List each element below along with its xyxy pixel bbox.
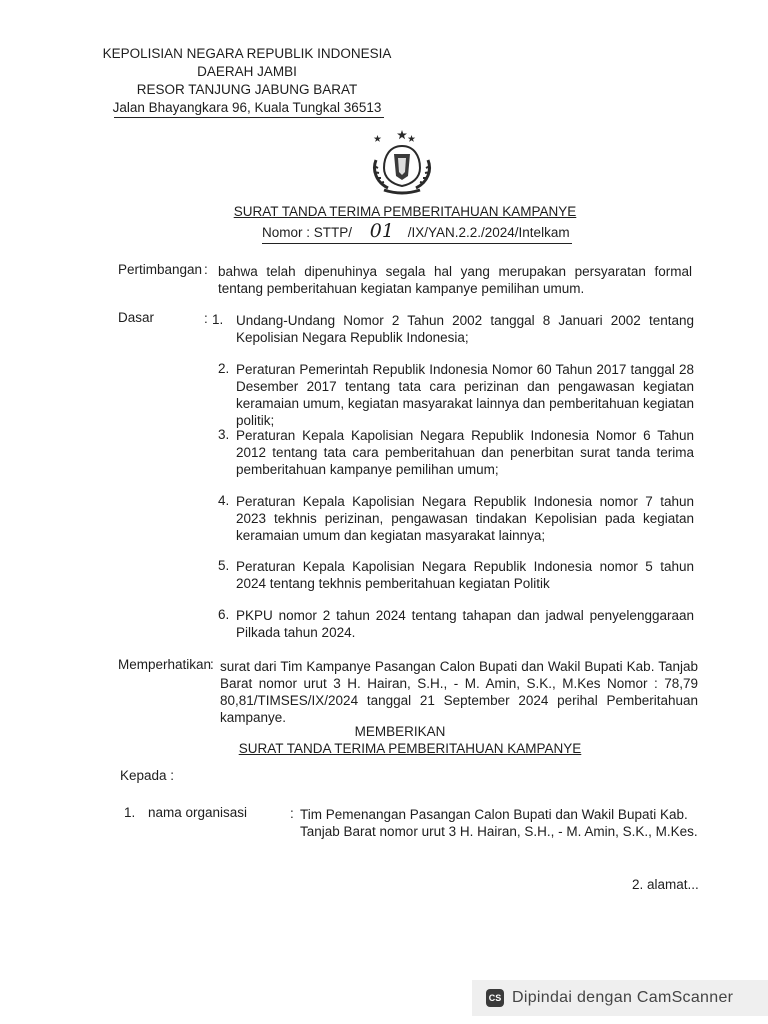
dasar-item-3-num: 3.: [218, 427, 230, 442]
camscanner-logo-icon: CS: [486, 989, 504, 1007]
memperhatikan-label: Memperhatikan: [118, 657, 212, 672]
pertimbangan-label: Pertimbangan: [118, 262, 203, 277]
memberikan-heading: MEMBERIKAN: [354, 724, 446, 739]
header-underline: [114, 117, 384, 118]
header-line-4: Jalan Bhayangkara 96, Kuala Tungkal 36513: [112, 100, 382, 115]
header-line-1: KEPOLISIAN NEGARA REPUBLIK INDONESIA: [102, 46, 392, 61]
kepada-item-label: nama organisasi: [148, 805, 248, 820]
header-line-3: RESOR TANJUNG JABUNG BARAT: [136, 82, 358, 97]
dasar-item-1-text: Undang-Undang Nomor 2 Tahun 2002 tanggal 8 Januari 2002 tentang Kepolisian Negara Republik Indonesia;: [236, 313, 694, 345]
police-emblem-icon: [362, 126, 442, 198]
dasar-item-5-text: Peraturan Kepala Kapolisian Negara Republik Indonesia nomor 5 tahun 2024 tentang tekhnis pemberitahuan kegiatan Politik: [236, 559, 694, 591]
kepada-label: Kepada :: [120, 768, 175, 783]
camscanner-watermark: [472, 980, 768, 1016]
dasar-item-6-num: 6.: [218, 607, 230, 622]
dasar-item-4-text: Peraturan Kepala Kapolisian Negara Republik Indonesia nomor 7 tahun 2023 tekhnis perizinan, pengawasan tindakan Kepolisian pada kegiatan keramaian umum dan kegiatan masyarakat lainnya;: [236, 494, 694, 543]
handwritten-number: 01: [369, 220, 394, 242]
dasar-item-2-num: 2.: [218, 361, 230, 376]
kepada-item-colon: :: [290, 806, 294, 821]
dasar-item-6-text: PKPU nomor 2 tahun 2024 tentang tahapan dan jadwal penyelenggaraan Pilkada tahun 2024.: [236, 608, 694, 640]
dasar-item-3-text: Peraturan Kepala Kapolisian Negara Republik Indonesia Nomor 6 Tahun 2012 tentang tata cara pemberitahuan dan penerbitan surat tanda terima pemberitahuan kampanye pemilihan umum;: [236, 428, 694, 477]
pertimbangan-text: bahwa telah dipenuhinya segala hal yang merupakan persyaratan formal tentang pemberitahuan kegiatan kampanye pemilihan umum.: [218, 264, 692, 296]
memberikan-subheading: SURAT TANDA TERIMA PEMBERITAHUAN KAMPANYE: [238, 741, 582, 756]
dasar-label: Dasar: [118, 310, 155, 325]
memperhatikan-text: surat dari Tim Kampanye Pasangan Calon Bupati dan Wakil Bupati Kab. Tanjab Barat nomor urut 3 H. Hairan, S.H., - M. Amin, S.K., M.Kes Nomor : 78,79 80,81/TIMSES/IX/2024 tanggal 21 September 2024 perihal Pemberitahuan kampanye.: [220, 659, 698, 725]
document-title: SURAT TANDA TERIMA PEMBERITAHUAN KAMPANYE: [233, 204, 577, 219]
dasar-item-2-text: Peraturan Pemerintah Republik Indonesia Nomor 60 Tahun 2017 tanggal 28 Desember 2017 tentang tata cara perizinan dan pengawasan kegiatan keramaian umum, kegiatan masyarakat lainnya dan pemberitahuan kegiatan politik;: [236, 362, 694, 428]
dasar-item-1-num: 1.: [212, 312, 224, 327]
page-continuation: 2. alamat...: [632, 877, 699, 892]
header-line-2: DAERAH JAMBI: [197, 64, 297, 79]
dasar-colon: :: [204, 311, 208, 326]
kepada-item-num: 1.: [124, 805, 136, 820]
camscanner-text: Dipindai dengan CamScanner: [512, 989, 734, 1006]
document-number: Nomor : STTP/ 01 /IX/YAN.2.2./2024/Intelkam: [262, 220, 572, 244]
memperhatikan-colon: :: [210, 657, 214, 672]
pertimbangan-colon: :: [204, 262, 208, 277]
kepada-item-text: Tim Pemenangan Pasangan Calon Bupati dan Wakil Bupati Kab. Tanjab Barat nomor urut 3 H. Hairan, S.H., - M. Amin, S.K., M.Kes.: [300, 807, 698, 839]
dasar-item-5-num: 5.: [218, 558, 230, 573]
dasar-item-4-num: 4.: [218, 493, 230, 508]
